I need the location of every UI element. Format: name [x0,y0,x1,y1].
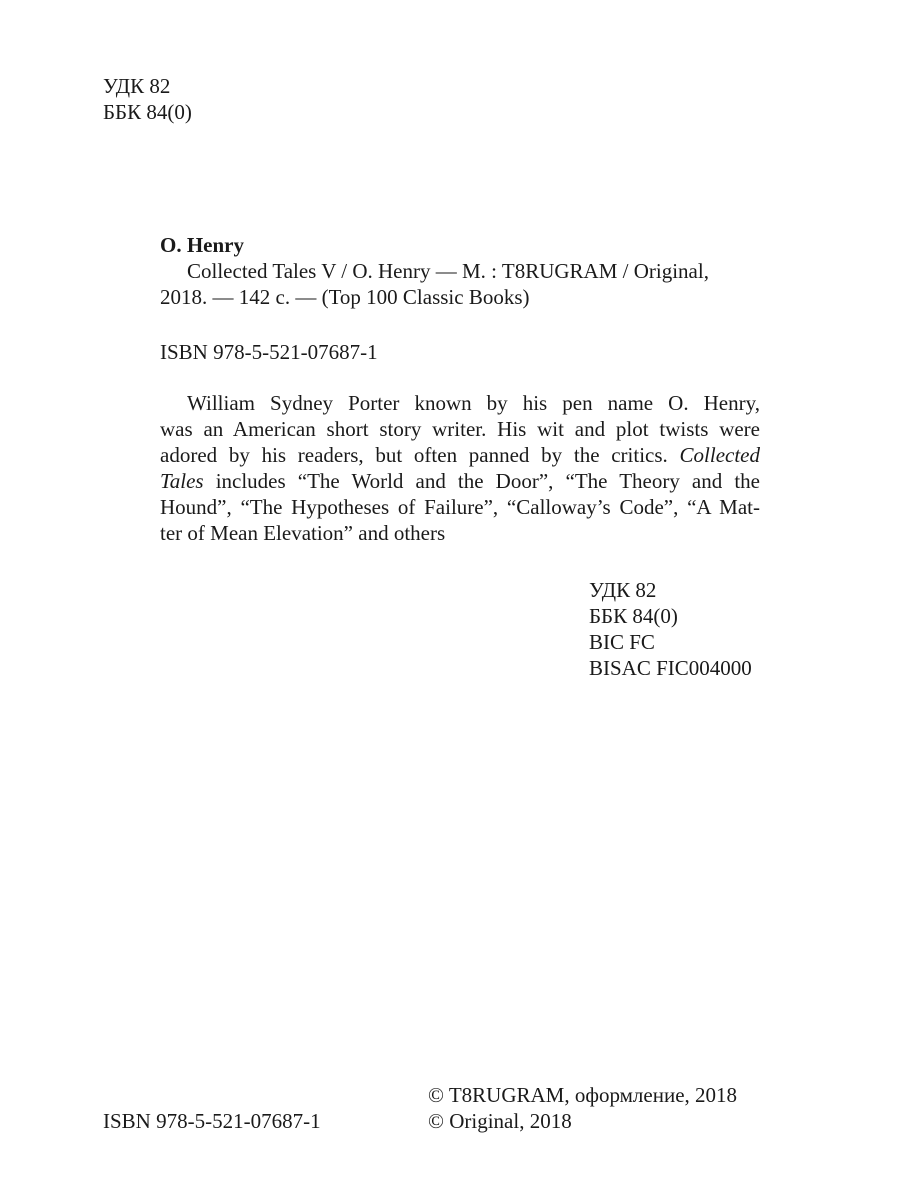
annotation-line-4 [160,468,760,494]
annotation-line-2: was an American short story writer. His wit and plot twists were [160,417,760,441]
annotation-line-3-text: adored by his readers, but often panned by the critics. [160,443,680,467]
annotation-line-1: William Sydney Porter known by his pen name O. Henry, [187,391,760,415]
bibliographic-entry [160,232,760,545]
annotation [160,390,760,546]
annotation-line-5: Hound”, “The Hypotheses of Failure”, “Calloway’s Code”, “A Mat- [160,495,760,519]
biblio-line-2: 2018. — 142 с. — (Top 100 Classic Books) [160,285,530,309]
bisac-code: BISAC FIC004000 [589,656,752,680]
bbk-code: ББК 84(0) [103,100,192,124]
udk-code: УДК 82 [103,74,171,98]
author-name: O. Henry [160,233,244,257]
annotation-line-3 [160,442,760,468]
top-classification-codes [103,73,192,125]
copyright-notices [428,1082,737,1134]
annotation-line-4-text: includes “The World and the Door”, “The Theory and the [203,469,760,493]
isbn-footer: ISBN 978-5-521-07687-1 [103,1109,321,1133]
right-classification-codes [589,577,752,681]
copyright-line-2: © Original, 2018 [428,1109,572,1133]
bbk-code-right: ББК 84(0) [589,604,678,628]
bibliographic-description [160,258,760,310]
annotation-line-6: ter of Mean Elevation” and others [160,521,446,545]
copyright-line-1: © T8RUGRAM, оформление, 2018 [428,1083,738,1107]
annotation-title-italic-2: Tales [160,469,204,493]
udk-code-right: УДК 82 [589,578,657,602]
annotation-title-italic-1: Collected [679,443,760,467]
isbn-main: ISBN 978-5-521-07687-1 [160,340,378,364]
bic-code: BIC FC [589,630,655,654]
biblio-line-1: Collected Tales V / O. Henry — M. : T8RUGRAM / Original, [187,259,709,283]
